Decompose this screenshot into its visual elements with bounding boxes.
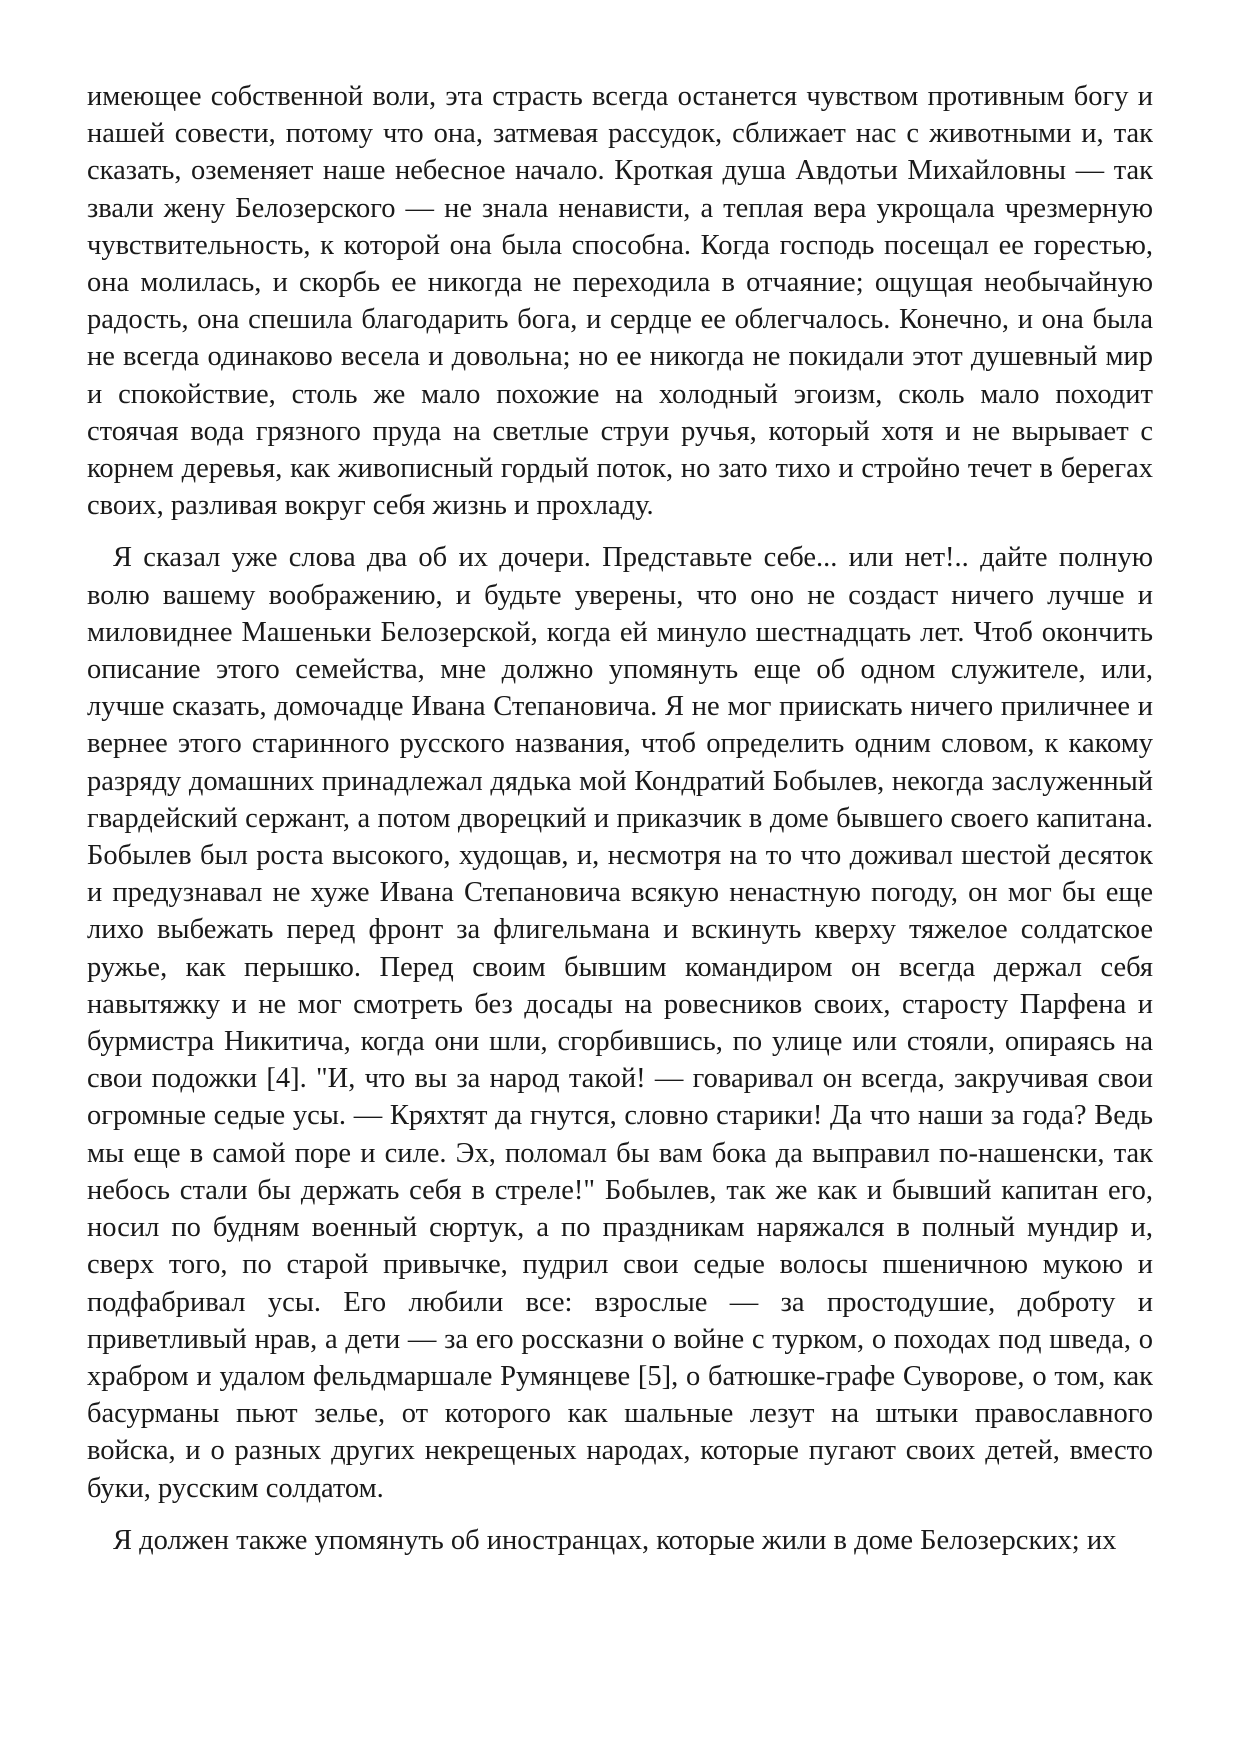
paragraph-2: Я сказал уже слова два об их дочери. Представьте себе... или нет!.. дайте полную волю вашему воображению, и будьте уверены, что оно не создаст ничего лучше и миловиднее Машеньки Белозерской, когда ей минуло шестнадцать лет. Чтоб окончить описание этого семейства, мне должно упомянуть еще об одном служителе, или, лучше сказать, домочадце Ивана Степановича. Я не мог приискать ничего приличнее и вернее этого старинного русского названия, чтоб определить одним словом, к какому разряду домашних принадлежал дядька мой Кондратий Бобылев, некогда заслуженный гвардейский сержант, а потом дворецкий и приказчик в доме бывшего своего капитана. Бобылев был роста высокого, худощав, и, несмотря на то что доживал шестой десяток и предузнавал не хуже Ивана Степановича всякую ненастную погоду, он мог бы еще лихо выбежать перед фронт за флигельмана и вскинуть кверху тяжелое солдатское ружье, как перышко. Перед своим бывшим командиром он всегда держал себя навытяжку и не мог смотреть без досады на ровесников своих, старосту Парфена и бурмистра Никитича, когда они шли, сгорбившись, по улице или стояли, опираясь на свои подожки [4]. "И, что вы за народ такой! — говаривал он всегда, закручивая свои огромные седые усы. — Кряхтят да гнутся, словно старики! Да что наши за года? Ведь мы еще в самой поре и силе. Эх, поломал бы вам бока да выправил по-нашенски, так небось стали бы держать себя в стреле!" Бобылев, так же как и бывший капитан его, носил по будням военный сюртук, а по праздникам наряжался в полный мундир и, сверх того, по старой привычке, пудрил свои седые волосы пшеничною мукою и подфабривал усы. Его любили все: взрослые — за простодушие, доброту и приветливый нрав, а дети — за его россказни о войне с турком, о походах под шведа, о храбром и удалом фельдмаршале Румянцеве [5], о батюшке-графе Суворове, о том, как басурманы пьют зелье, от которого как шальные лезут на штыки православного войска, и о разных других некрещеных народах, которые пугают своих детей, вместо буки, русским солдатом. [87, 542, 1153, 1504]
document-page [87, 78, 1153, 1559]
paragraph-1: имеющее собственной воли, эта страсть всегда останется чувством противным богу и нашей совести, потому что она, затмевая рассудок, сближает нас с животными и, так сказать, оземеняет наше небесное начало. Кроткая душа Авдотьи Михайловны — так звали жену Белозерского — не знала ненависти, а теплая вера укрощала чрезмерную чувствительность, к которой она была способна. Когда господь посещал ее горестью, она молилась, и скорбь ее никогда не переходила в отчаяние; ощущая необычайную радость, она спешила благодарить бога, и сердце ее облегчалось. Конечно, и она была не всегда одинаково весела и довольна; но ее никогда не покидали этот душевный мир и спокойствие, столь же мало похожие на холодный эгоизм, сколь мало походит стоячая вода грязного пруда на светлые струи ручья, который хотя и не вырывает с корнем деревья, как живописный гордый поток, но зато тихо и стройно течет в берегах своих, разливая вокруг себя жизнь и прохладу. [87, 81, 1153, 522]
paragraph-3: Я должен также упомянуть об иностранцах, которые жили в доме Белозерских; их [113, 1524, 1117, 1556]
